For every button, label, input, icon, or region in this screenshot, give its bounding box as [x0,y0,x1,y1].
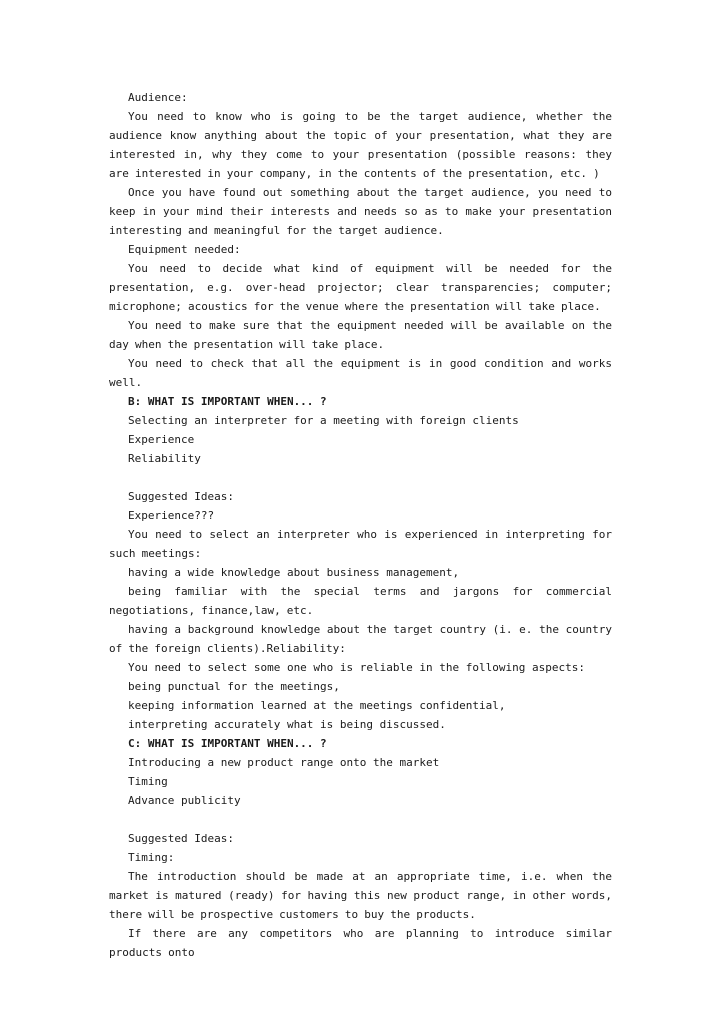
section-c-topic: Introducing a new product range onto the market [128,756,440,769]
section-b-experience-heading: Experience??? [128,509,215,522]
section-c-item-advance-publicity: Advance publicity [128,794,241,807]
section-c-timing-heading: Timing: [128,851,175,864]
document-body [109,88,612,962]
blank-line [109,810,612,829]
section-c-suggested-ideas: Suggested Ideas: [128,832,234,845]
audience-paragraph-1: You need to know who is going to be the target audience, whether the audience know anything about the topic of your presentation, what they are interested in, why they come to your presentation (possible reasons: they are interested in your company, in the contents of the presentation, etc. ) [109,110,612,180]
equipment-heading: Equipment needed: [128,243,241,256]
section-b-bullet-1: having a wide knowledge about business management, [128,566,460,579]
equipment-paragraph-2: You need to make sure that the equipment needed will be available on the day when the presentation will take place. [109,319,612,351]
section-b-paragraph-2: You need to select some one who is reliable in the following aspects: [128,661,585,674]
section-b-bullet-3: having a background knowledge about the target country (i. e. the country of the foreign clients).Reliability: [109,623,612,655]
section-c-paragraph-1: The introduction should be made at an appropriate time, i.e. when the market is matured (ready) for having this new product range, in other words, there will be prospective customers to buy the products. [109,870,612,921]
section-c-paragraph-2: If there are any competitors who are planning to introduce similar products onto [109,927,612,959]
section-b-heading: B: WHAT IS IMPORTANT WHEN... ? [128,395,327,408]
section-b-item-reliability: Reliability [128,452,201,465]
blank-line [109,468,612,487]
section-b-reliability-2: keeping information learned at the meetings confidential, [128,699,506,712]
audience-heading: Audience: [128,91,188,104]
equipment-paragraph-3: You need to check that all the equipment is in good condition and works well. [109,357,612,389]
section-b-reliability-1: being punctual for the meetings, [128,680,340,693]
equipment-paragraph-1: You need to decide what kind of equipment will be needed for the presentation, e.g. over-head projector; clear transparencies; computer; microphone; acoustics for the venue where the presentation will take place. [109,262,612,313]
section-b-reliability-3: interpreting accurately what is being discussed. [128,718,446,731]
audience-paragraph-2: Once you have found out something about the target audience, you need to keep in your mind their interests and needs so as to make your presentation interesting and meaningful for the target audience. [109,186,612,237]
section-c-item-timing: Timing [128,775,168,788]
section-c-heading: C: WHAT IS IMPORTANT WHEN... ? [128,737,327,750]
section-b-topic: Selecting an interpreter for a meeting with foreign clients [128,414,519,427]
section-b-item-experience: Experience [128,433,195,446]
section-b-paragraph-1: You need to select an interpreter who is experienced in interpreting for such meetings: [109,528,612,560]
section-b-bullet-2: being familiar with the special terms and jargons for commercial negotiations, finance,law, etc. [109,585,612,617]
section-b-suggested-ideas: Suggested Ideas: [128,490,234,503]
